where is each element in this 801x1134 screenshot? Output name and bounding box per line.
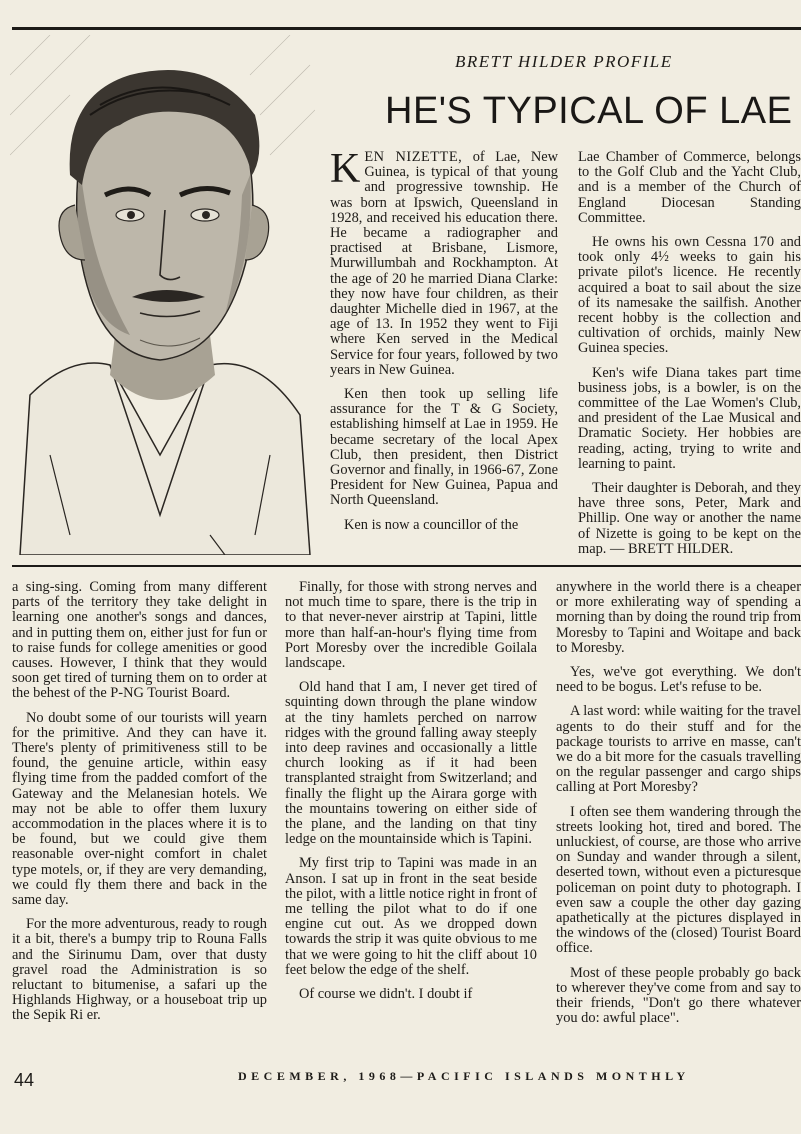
article-column-3	[556, 580, 801, 1035]
article-paragraph: Yes, we've got everything. We don't need to be bogus. Let's refuse to be.	[556, 664, 801, 696]
profile-paragraph: Ken's wife Diana takes part time business jobs, is a bowler, is on the committee of the Lae Women's Club, and president of the Lae Musical and Dramatic Society. Her hobbies are reading, acting, trying to write and learning to paint.	[578, 364, 801, 472]
profile-paragraph: Ken then took up selling life assurance for the T & G Society, establishing himself at Lae in 1959. He became secretary of the local Apex Club, then president, then District Governor and finally, in 1966-67, Zone President for New Guinea, Papua and North Queensland.	[330, 386, 558, 509]
article-paragraph: Old hand that I am, I never get tired of squinting down through the plane window at the tiny hamlets perched on narrow ridges with the ground falling away steeply into deep ravines and occasionally a little church looking as if it had been transplanted straight from Switzerland; and finally the flight up the Airara gorge with the mountains towering on either side of the plane, and the landing on that tiny ledge on the mountainside which is Tapini.	[285, 679, 537, 848]
article-paragraph: Most of these people probably go back to wherever they've come from and say to their friends, "Don't go there whatever you do: awful place".	[556, 964, 801, 1027]
running-footer: DECEMBER, 1968—PACIFIC ISLANDS MONTHLY	[238, 1069, 690, 1083]
profile-paragraph-text: of Lae, New Guinea, is typical of that young and progressive township. He was born at Ipswich, Queensland in 1928, and received his education there. He became a radiographer and practised at Brisbane, Lismore, Murwillumbah and Rockhampton. At the age of 20 he married Diana Clarke: they now have four children, as their daughter Michelle died in 1967, at the age of 13. In 1952 they went to Fiji where Ken served in the Medical Service for four years, followed by two years in New Guinea.	[330, 149, 559, 378]
article-paragraph: I often see them wandering through the streets looking hot, tired and bored. The unluckiest, of course, are those who arrive on Sunday and wander through a silent, deserted town, without even a picturesque policeman on point duty to photograph. I even saw a couple the other day gazing apathetically at the pictures displayed in the windows of the (closed) Tourist Board office.	[556, 803, 801, 957]
article-paragraph: Finally, for those with strong nerves and not much time to spare, there is the trip in to that never-never airstrip at Tapini, little more than half-an-hour's flying time from Port Moresby over the incredible Goilala landscape.	[285, 579, 537, 672]
profile-column-right	[578, 150, 801, 566]
top-rule	[12, 27, 801, 30]
profile-paragraph	[330, 146, 559, 378]
profile-kicker: BRETT HILDER PROFILE	[455, 52, 673, 71]
article-paragraph: No doubt some of our tourists will yearn for the primitive. And they can have it. There's plenty of primitiveness still to be found, the genuine article, within easy flying time from the padded comfort of the Gateway and the Melanesian hotels. We may not be able to offer them luxury accommodation in the places where it is to be found, but we could give them reasonable over-night comfort in chalet type motels, or, if they are very demanding, we could fly them there and back in the same day.	[12, 709, 267, 909]
profile-paragraph: He owns his own Cessna 170 and took only 4½ weeks to gain his private pilot's licence. He recently acquired a boat to sail about the size of its namesake the sailfish. Another recent hobby is the collection and cultivation of orchids, mainly New Guinea species.	[578, 234, 801, 357]
article-paragraph: A last word: while waiting for the travel agents to do their stuff and for the package tourists to arrive en masse, can't we do a bit more for the casuals travelling on the regular passenger and cargo ships calling at Port Moresby?	[556, 703, 801, 796]
article-paragraph: anywhere in the world there is a cheaper or more exhilerating way of spending a morning than by doing the round trip from Moresby to Tapini and Woitape and back to Moresby.	[556, 579, 801, 656]
profile-column-left	[330, 146, 559, 542]
section-rule	[12, 565, 801, 567]
article-paragraph: For the more adventurous, ready to rough it a bit, there's a bumpy trip to Rouna Falls and the Sirinumu Dam, over that dusty gravel road the Administration is so reluctant to bitumenise, a safari up the Highlands Highway, or a houseboat trip up the Sepik Ri er.	[12, 916, 267, 1024]
profile-headline: HE'S TYPICAL OF LAE	[385, 90, 793, 132]
article-column-1	[12, 580, 267, 1033]
article-paragraph: a sing-sing. Coming from many different parts of the territory they take delight in learning one another's songs and dances, and in putting them on, either just for fun or to raise funds for college amenities or good causes. However, I think that they would soon get tired of turning them on to order at the behest of the P-NG Tourist Board.	[12, 579, 267, 702]
profile-paragraph: Their daughter is Deborah, and they have three sons, Peter, Mark and Phillip. One way or another the name of Nizette is going to be kept on the map. — BRETT HILDER.	[578, 480, 801, 557]
profile-lead-words: EN NIZETTE,	[364, 149, 463, 165]
article-column-2	[285, 580, 537, 1011]
article-paragraph: My first trip to Tapini was made in an Anson. I sat up in front in the seat beside the pilot, with a little notice right in front of me telling the pilot what to do if one engine cut out. As we dropped down towards the strip it was quite obvious to me that we were going to hit the cliff about 10 feet below the edge of the shelf.	[285, 855, 537, 978]
drop-cap: K	[330, 146, 361, 192]
article-paragraph: Of course we didn't. I doubt if	[299, 986, 473, 1003]
profile-paragraph: Ken is now a councillor of the	[344, 516, 519, 533]
portrait-illustration	[10, 35, 315, 555]
profile-paragraph: Lae Chamber of Commerce, belongs to the Golf Club and the Yacht Club, and is a member of the Church of England Diocesan Standing Committee.	[578, 149, 801, 226]
page-number: 44	[14, 1070, 35, 1090]
